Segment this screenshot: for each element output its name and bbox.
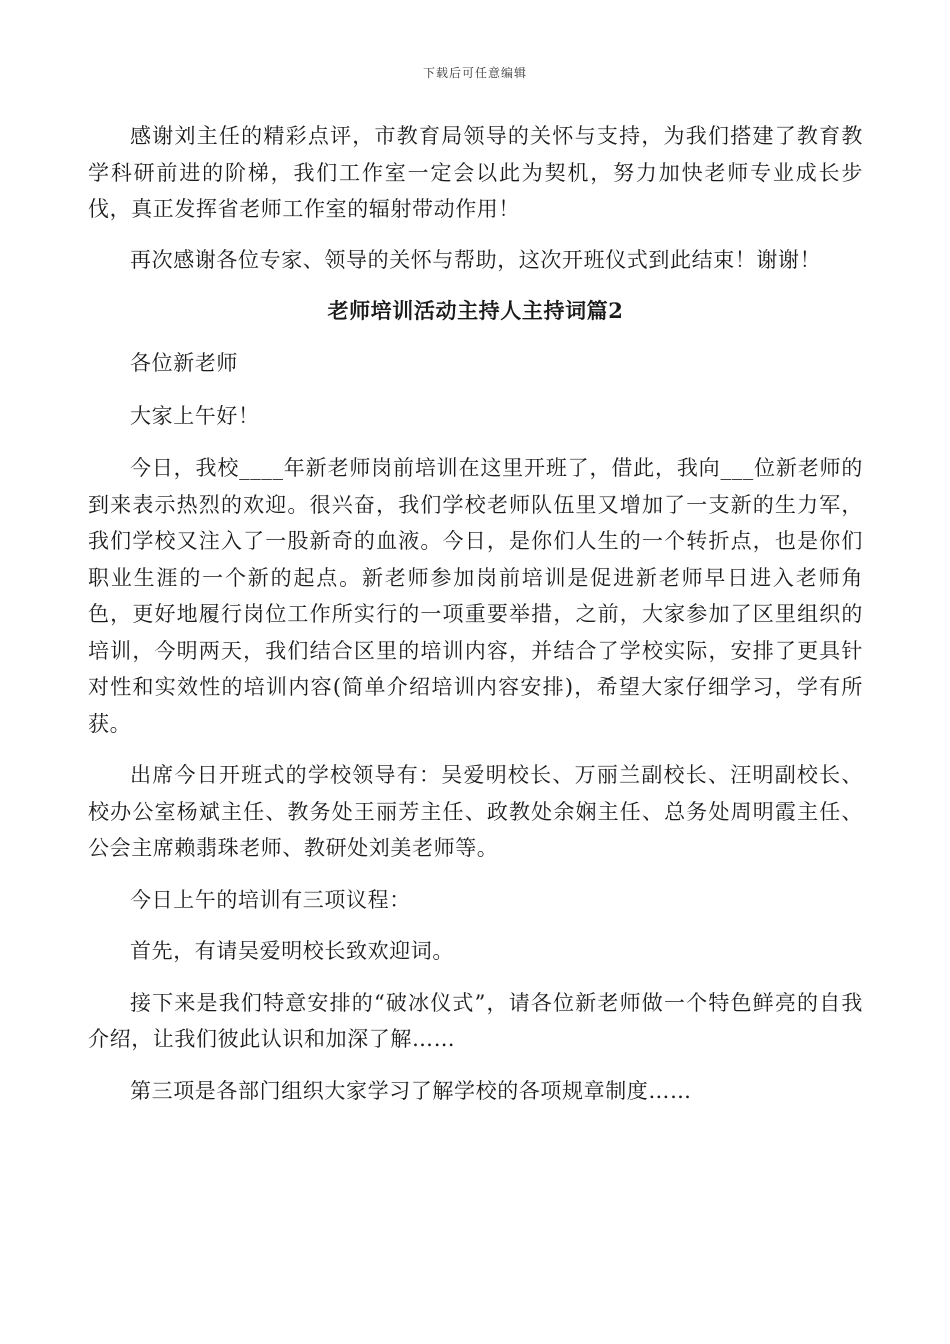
paragraph-agenda-third: 第三项是各部门组织大家学习了解学校的各项规章制度……: [130, 1078, 692, 1103]
download-note: 下载后可任意编辑: [422, 66, 527, 80]
paragraph-thanks: 感谢刘主任的精彩点评，市教育局领导的关怀与支持，为我们搭建了教育教学科研前进的阶梯，我们工作室一定会以此为契机，努力加快老师专业成长步伐，真正发挥省老师工作室的辐射带动作用！: [88, 124, 863, 221]
paragraph-agenda-second: 接下来是我们特意安排的“破冰仪式”，请各位新老师做一个特色鲜亮的自我介绍，让我们彼此认识和加深了解……: [88, 990, 863, 1051]
paragraph-attendees: 出席今日开班式的学校领导有：吴爱明校长、万丽兰副校长、汪明副校长、校办公室杨斌主任、教务处王丽芳主任、政教处余娴主任、总务处周明霞主任、公会主席赖翡珠老师、教研处刘美老师等。: [88, 763, 863, 860]
document-body: [88, 118, 863, 1124]
paragraph-greeting: 大家上午好！: [130, 403, 260, 428]
paragraph-welcome: 今日，我校____年新老师岗前培训在这里开班了，借此，我向___位新老师的到来表示热烈的欢迎。很兴奋，我们学校老师队伍里又增加了一支新的生力军，我们学校又注入了一股新奇的血液。今日，是你们人生的一个转折点，也是你们职业生涯的一个新的起点。新老师参加岗前培训是促进新老师早日进入老师角色，更好地履行岗位工作所实行的一项重要举措，之前，大家参加了区里组织的培训，今明两天，我们结合区里的培训内容，并结合了学校实际，安排了更具针对性和实效性的培训内容(简单介绍培训内容安排)，希望大家仔细学习，学有所获。: [88, 456, 863, 736]
paragraph-agenda-intro: 今日上午的培训有三项议程：: [130, 887, 411, 912]
section-title: 老师培训活动主持人主持词篇2: [327, 298, 624, 323]
paragraph-agenda-first: 首先，有请吴爱明校长致欢迎词。: [130, 939, 454, 963]
paragraph-salutation: 各位新老师: [130, 351, 238, 375]
paragraph-closing: 再次感谢各位专家、领导的关怀与帮助，这次开班仪式到此结束！谢谢！: [130, 247, 822, 272]
